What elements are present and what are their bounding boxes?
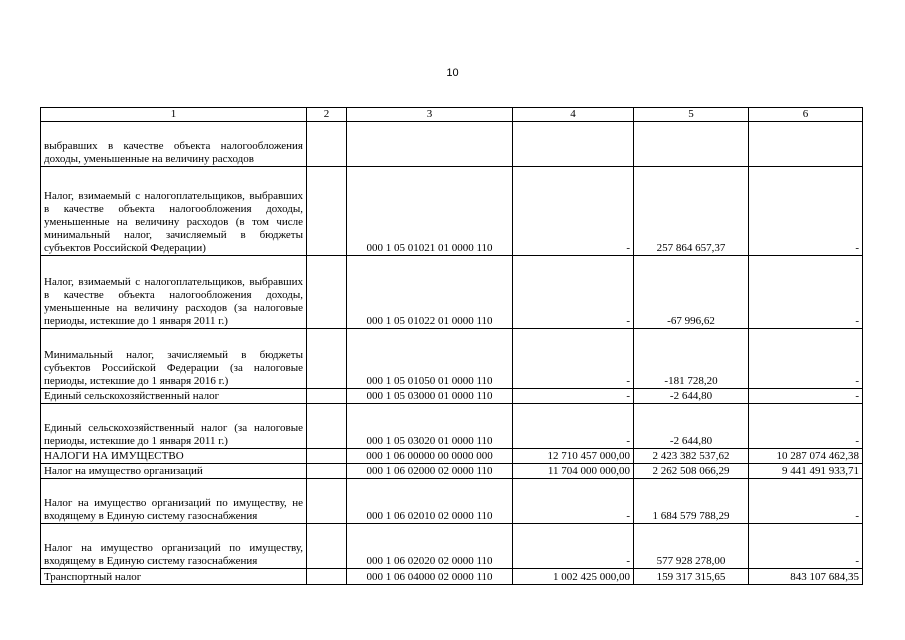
row-col2 [307, 479, 347, 524]
row-col6: 9 441 491 933,71 [749, 464, 863, 479]
table-header-row [41, 108, 863, 122]
row-col5: 577 928 278,00 [634, 524, 749, 569]
row-col6 [749, 122, 863, 167]
row-col5: -2 644,80 [634, 404, 749, 449]
row-code: 000 1 05 01050 01 0000 110 [347, 329, 513, 389]
row-col6: 843 107 684,35 [749, 569, 863, 585]
table-row [41, 404, 863, 449]
row-col2 [307, 389, 347, 404]
row-col5: -2 644,80 [634, 389, 749, 404]
row-col5 [634, 122, 749, 167]
row-col6: - [749, 524, 863, 569]
row-col2 [307, 569, 347, 585]
row-col2 [307, 256, 347, 329]
column-header: 4 [513, 108, 634, 122]
row-col2 [307, 167, 347, 256]
row-col5: -181 728,20 [634, 329, 749, 389]
row-col2 [307, 449, 347, 464]
table-row [41, 449, 863, 464]
row-name: НАЛОГИ НА ИМУЩЕСТВО [41, 449, 307, 464]
row-col5: 1 684 579 788,29 [634, 479, 749, 524]
row-col4 [513, 122, 634, 167]
row-code [347, 122, 513, 167]
row-col6: - [749, 329, 863, 389]
row-col2 [307, 329, 347, 389]
row-col5: 257 864 657,37 [634, 167, 749, 256]
row-name: Налог на имущество организаций по имуществу, входящему в Единую систему газоснабжения [41, 524, 307, 569]
column-header: 1 [41, 108, 307, 122]
row-col5: 2 423 382 537,62 [634, 449, 749, 464]
row-col2 [307, 122, 347, 167]
row-name: Налог, взимаемый с налогоплательщиков, выбравших в качестве объекта налогообложения доходы, уменьшенные на величину расходов (в том числе минимальный налог, зачисляемый в бюджеты субъектов Российской Федерации) [41, 167, 307, 256]
row-col4: - [513, 256, 634, 329]
row-code: 000 1 05 01021 01 0000 110 [347, 167, 513, 256]
row-name: Минимальный налог, зачисляемый в бюджеты субъектов Российской Федерации (за налоговые периоды, истекшие до 1 января 2016 г.) [41, 329, 307, 389]
row-name: Единый сельскохозяйственный налог [41, 389, 307, 404]
table-row [41, 167, 863, 256]
budget-table [40, 107, 863, 585]
row-col4: - [513, 524, 634, 569]
table-row [41, 464, 863, 479]
row-col4: - [513, 404, 634, 449]
row-name: Налог, взимаемый с налогоплательщиков, выбравших в качестве объекта налогообложения доходы, уменьшенные на величину расходов (за налоговые периоды, истекшие до 1 января 2011 г.) [41, 256, 307, 329]
row-name: Транспортный налог [41, 569, 307, 585]
row-col4: 11 704 000 000,00 [513, 464, 634, 479]
table-row [41, 256, 863, 329]
table-row [41, 569, 863, 585]
row-col2 [307, 524, 347, 569]
row-name: Единый сельскохозяйственный налог (за налоговые периоды, истекшие до 1 января 2011 г.) [41, 404, 307, 449]
column-header: 6 [749, 108, 863, 122]
row-name: Налог на имущество организаций по имуществу, не входящему в Единую систему газоснабжения [41, 479, 307, 524]
row-name: выбравших в качестве объекта налогообложения доходы, уменьшенные на величину расходов [41, 122, 307, 167]
row-col4: - [513, 479, 634, 524]
row-code: 000 1 05 01022 01 0000 110 [347, 256, 513, 329]
row-code: 000 1 05 03000 01 0000 110 [347, 389, 513, 404]
row-name: Налог на имущество организаций [41, 464, 307, 479]
row-col5: 2 262 508 066,29 [634, 464, 749, 479]
row-col6: - [749, 479, 863, 524]
row-col4: - [513, 329, 634, 389]
table-row [41, 329, 863, 389]
column-header: 2 [307, 108, 347, 122]
row-code: 000 1 06 04000 02 0000 110 [347, 569, 513, 585]
table-row [41, 479, 863, 524]
row-col2 [307, 404, 347, 449]
row-code: 000 1 06 02010 02 0000 110 [347, 479, 513, 524]
row-col5: -67 996,62 [634, 256, 749, 329]
table-row [41, 122, 863, 167]
row-col6: - [749, 256, 863, 329]
page-number: 10 [446, 67, 459, 79]
row-code: 000 1 06 00000 00 0000 000 [347, 449, 513, 464]
row-col4: - [513, 389, 634, 404]
row-code: 000 1 05 03020 01 0000 110 [347, 404, 513, 449]
row-code: 000 1 06 02000 02 0000 110 [347, 464, 513, 479]
row-col6: - [749, 389, 863, 404]
row-col4: 1 002 425 000,00 [513, 569, 634, 585]
row-col5: 159 317 315,65 [634, 569, 749, 585]
column-header: 5 [634, 108, 749, 122]
row-col4: - [513, 167, 634, 256]
column-header: 3 [347, 108, 513, 122]
row-col2 [307, 464, 347, 479]
row-col6: - [749, 167, 863, 256]
row-code: 000 1 06 02020 02 0000 110 [347, 524, 513, 569]
table-row [41, 389, 863, 404]
row-col4: 12 710 457 000,00 [513, 449, 634, 464]
row-col6: 10 287 074 462,38 [749, 449, 863, 464]
table-row [41, 524, 863, 569]
row-col6: - [749, 404, 863, 449]
